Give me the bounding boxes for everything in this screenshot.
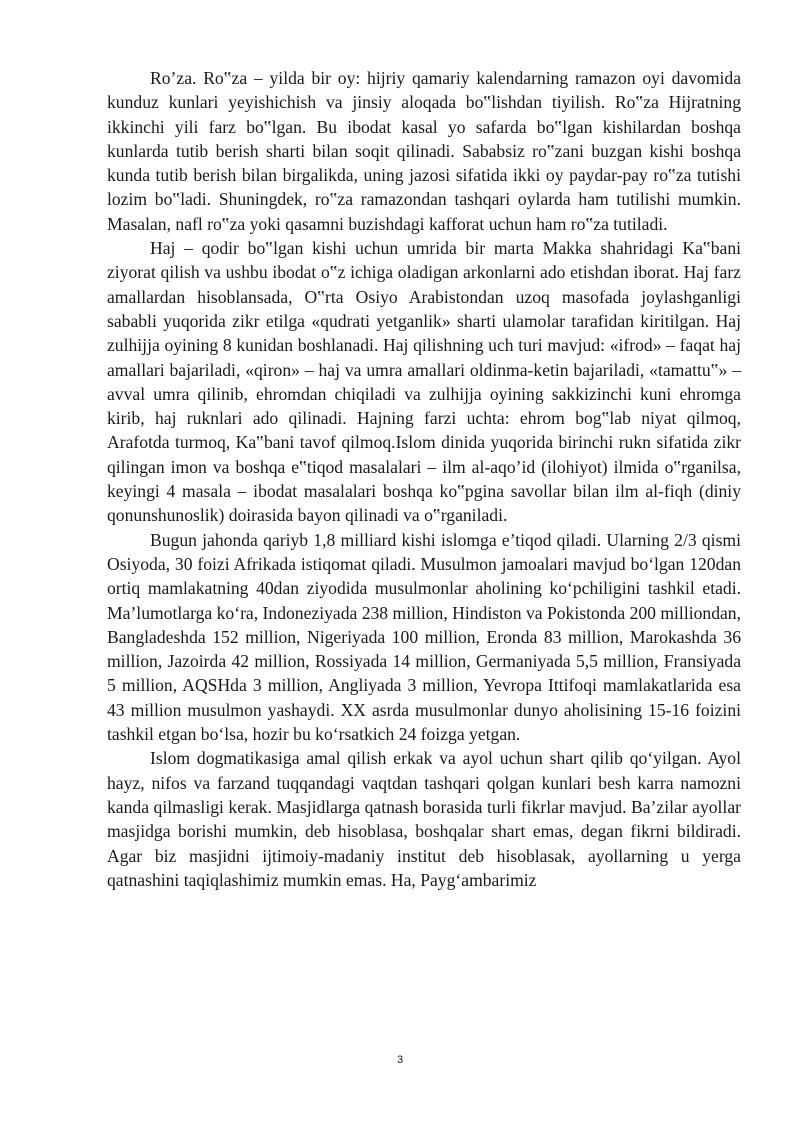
paragraph-hajj: Haj – qodir bo‟lgan kishi uchun umrida bir marta Makka shahridagi Ka‟bani ziyorat qilish va ushbu ibodat o‟z ichiga oladigan arkonlarni ado etishdan iborat. Haj farz amallardan hisoblansada, O‟rta Osiyo Arabistondan uzoq masofada joylashganligi sababli yuqorida zikr etilga «qudrati yetganlik» sharti ulamolar tarafidan kiritilgan. Haj zulhijja oyining 8 kunidan boshlanadi. Haj qilishning uch turi mavjud: «ifrod» – faqat haj amallari bajariladi, «qiron» – haj va umra amallari oldinma-ketin bajariladi, «tamattu‟» – avval umra qilinib, ehromdan chiqiladi va zulhijja oyining sakkizinchi kuni ehromga kirib, haj ruknlari ado qilinadi. Hajning farzi uchta: ehrom bog‟lab niyat qilmoq, Arafotda turmoq, Ka‟bani tavof qilmoq.Islom dinida yuqorida birinchi rukn sifatida zikr qilingan imon va boshqa e‟tiqod masalalari – ilm al-aqo’id (ilohiyot) ilmida o‟rganilsa, keyingi 4 masala – ibodat masalalari boshqa ko‟pgina savollar bilan ilm al-fiqh (diniy qonunshunoslik) doirasida bayon qilinadi va o‟rganiladi. xyxy=(107,238,741,526)
page-number: 3 xyxy=(396,1054,404,1066)
paragraph-islamic-dogmatics: Islom dogmatikasiga amal qilish erkak va ayol uchun shart qilib qo‘yilgan. Ayol hayz, nifos va farzand tuqqandagi vaqtdan tashqari qolgan kunlari besh karra namozni kanda qilmasligi kerak. Masjidlarga qatnash borasida turli fikrlar mavjud. Ba’zilar ayollar masjidga borishi mumkin, deb hisoblasa, boshqalar shart emas, degan fikrni bildiradi. Agar biz masjidni ijtimoiy-madaniy institut deb hisoblasak, ayollarning u yerga qatnashini taqiqlashimiz mumkin emas. Ha, Payg‘ambarimiz xyxy=(107,748,741,890)
paragraph-fasting: Ro’za. Ro‟za – yilda bir oy: hijriy qamariy kalendarning ramazon oyi davomida kunduz kunlari yeyishichish va jinsiy aloqada bo‟lishdan tiyilish. Ro‟za Hijratning ikkinchi yili farz bo‟lgan. Bu ibodat kasal yo safarda bo‟lgan kishilardan boshqa kunlarda tutib berish sharti bilan soqit qilinadi. Sababsiz ro‟zani buzgan kishi boshqa kunda tutib berish bilan birgalikda, uning jazosi sifatida ikki oy paydar-pay ro‟za tutishi lozim bo‟ladi. Shuningdek, ro‟za ramazondan tashqari oylarda ham tutilishi mumkin. Masalan, nafl ro‟za yoki qasamni buzishdagi kafforat uchun ham ro‟za tutiladi. xyxy=(107,68,741,234)
paragraph-world-muslims: Bugun jahonda qariyb 1,8 milliard kishi islomga e’tiqod qiladi. Ularning 2/3 qismi Osiyoda, 30 foizi Afrikada istiqomat qiladi. Musulmon jamoalari mavjud bo‘lgan 120dan ortiq mamlakatning 40dan ziyodida musulmonlar aholining ko‘pchiligini tashkil etadi. Ma’lumotlarga ko‘ra, Indoneziyada 238 million, Hindiston va Pokistonda 200 milliondan, Bangladeshda 152 million, Nigeriyada 100 million, Eronda 83 million, Marokashda 36 million, Jazoirda 42 million, Rossiyada 14 million, Germaniyada 5,5 million, Fransiyada 5 million, AQSHda 3 million, Angliyada 3 million, Yevropa Ittifoqi mamlakatlarida esa 43 million musulmon yashaydi. XX asrda musulmonlar dunyo aholisining 15-16 foizini tashkil etgan bo‘lsa, hozir bu ko‘rsatkich 24 foizga yetgan. xyxy=(107,529,741,745)
document-body xyxy=(107,66,741,892)
